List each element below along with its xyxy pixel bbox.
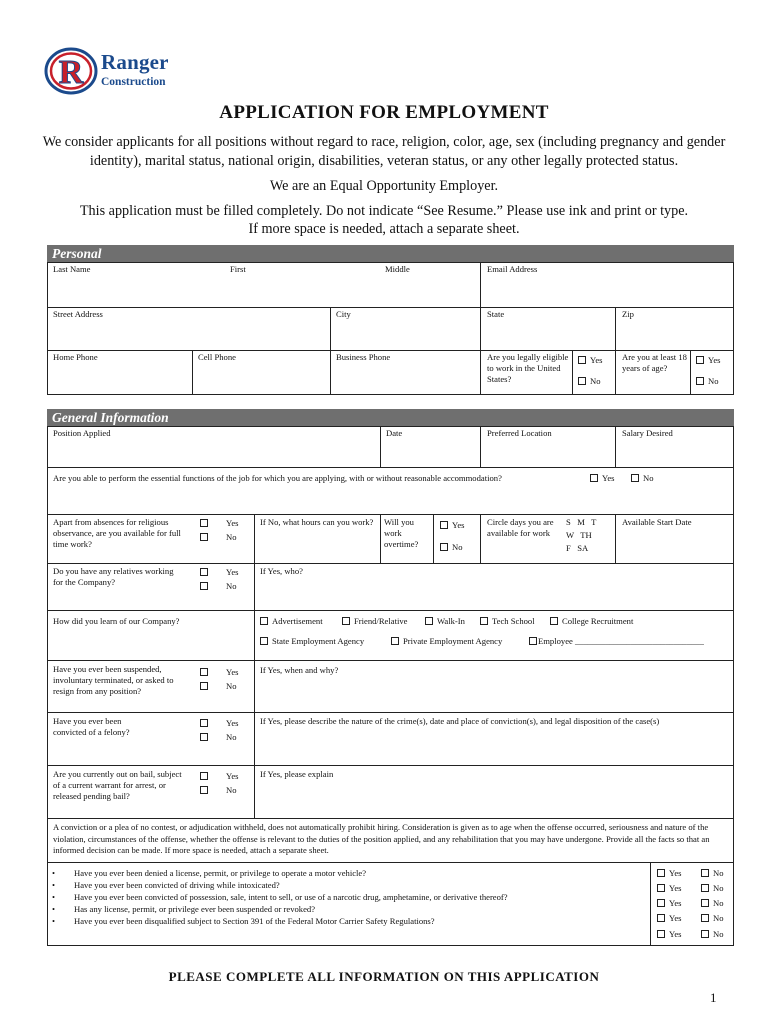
ranger-logo-icon: [44, 47, 98, 95]
city-field[interactable]: City: [336, 309, 351, 319]
logo-name: Ranger: [101, 50, 169, 74]
q1-yes-checkbox[interactable]: Yes: [657, 868, 682, 879]
relatives-yes-checkbox[interactable]: Yes: [200, 567, 239, 578]
conviction-note: A conviction or a plea of no contest, or adjudication withheld, does not automatically prohibit hiring. Consideration is given as to age when the offense occurred, seriousness and nature of the violation, circumstances of the offense, whether the offense is relevant to the duties of the position applied, and any rehabilitation that you may have undergone. Provide all the facts so that an informed decision can be made. If more space is needed, attach a separate sheet.: [53, 822, 710, 855]
start-date-field[interactable]: Available Start Date: [622, 517, 692, 527]
relatives-no-checkbox[interactable]: No: [200, 581, 237, 592]
middle-name-field[interactable]: Middle: [385, 264, 410, 274]
circle-days-question: Circle days you are available for work: [487, 517, 554, 538]
street-address-field[interactable]: Street Address: [53, 309, 103, 319]
logo-subtitle: Construction: [101, 76, 166, 88]
cell-phone-field[interactable]: Cell Phone: [198, 352, 236, 362]
relatives-question: Do you have any relatives working for the Company?: [53, 566, 174, 587]
last-name-field[interactable]: Last Name: [53, 264, 91, 274]
source-state-agency-checkbox[interactable]: State Employment Agency: [260, 636, 364, 647]
source-friend-checkbox[interactable]: Friend/Relative: [342, 616, 407, 627]
instructions-line: This application must be filled completely. Do not indicate “See Resume.” Please use ink and print or type.: [79, 203, 689, 219]
zip-field[interactable]: Zip: [622, 309, 634, 319]
email-field[interactable]: Email Address: [487, 264, 538, 274]
business-phone-field[interactable]: Business Phone: [336, 352, 391, 362]
overtime-question: Will you work overtime?: [384, 517, 419, 549]
felony-yes-checkbox[interactable]: Yes: [200, 718, 239, 729]
essential-no-checkbox[interactable]: No: [631, 473, 654, 484]
date-field[interactable]: Date: [386, 428, 403, 438]
bail-question: Are you currently out on bail, subject of a current warrant for arrest, or released pending bail?: [53, 769, 182, 801]
age18-yes-checkbox[interactable]: Yes: [696, 355, 721, 366]
source-college-checkbox[interactable]: College Recruitment: [550, 616, 633, 627]
hours-available-field[interactable]: If No, what hours can you work?: [260, 517, 374, 527]
source-employee-checkbox[interactable]: Employee ______________________________: [529, 636, 704, 647]
bail-no-checkbox[interactable]: No: [200, 785, 237, 796]
section-header-personal: Personal: [47, 245, 734, 262]
question-license-revoked: • Has any license, permit, or privilege ever been suspended or revoked?: [52, 904, 316, 914]
q5-no-checkbox[interactable]: No: [701, 929, 724, 940]
eoe-statement: We are an Equal Opportunity Employer.: [269, 178, 499, 194]
first-name-field[interactable]: First: [230, 264, 246, 274]
instructions-line-2: If more space is needed, attach a separate sheet.: [248, 221, 520, 237]
question-narcotics: • Have you ever been convicted of possession, sale, intent to sell, or use of a narcotic drug, amphetamine, or derivative thereof?: [52, 892, 508, 902]
felony-description-field[interactable]: If Yes, please describe the nature of the crime(s), date and place of conviction(s), and legal disposition of the case(s): [260, 716, 660, 726]
q4-no-checkbox[interactable]: No: [701, 913, 724, 924]
bail-yes-checkbox[interactable]: Yes: [200, 771, 239, 782]
full-time-yes-checkbox[interactable]: Yes: [200, 518, 239, 529]
source-private-agency-checkbox[interactable]: Private Employment Agency: [391, 636, 502, 647]
relatives-who-field[interactable]: If Yes, who?: [260, 566, 303, 576]
age18-no-checkbox[interactable]: No: [696, 376, 719, 387]
suspended-no-checkbox[interactable]: No: [200, 681, 237, 692]
q4-yes-checkbox[interactable]: Yes: [657, 913, 682, 924]
essential-yes-checkbox[interactable]: Yes: [590, 473, 615, 484]
preferred-location-field[interactable]: Preferred Location: [487, 428, 552, 438]
source-tech-school-checkbox[interactable]: Tech School: [480, 616, 535, 627]
q2-no-checkbox[interactable]: No: [701, 883, 724, 894]
question-section-391: • Have you ever been disqualified subject to Section 391 of the Federal Motor Carrier Safety Regulations?: [52, 916, 435, 926]
salary-desired-field[interactable]: Salary Desired: [622, 428, 673, 438]
full-time-question: Apart from absences for religious observance, are you available for full time work?: [53, 517, 181, 549]
suspended-when-field[interactable]: If Yes, when and why?: [260, 665, 339, 675]
learn-question: How did you learn of our Company?: [53, 616, 180, 626]
days-line-2[interactable]: W TH: [566, 530, 592, 540]
age18-question: Are you at least 18 years of age?: [622, 352, 687, 373]
question-dwi: • Have you ever been convicted of driving while intoxicated?: [52, 880, 280, 890]
legally-eligible-question: Are you legally eligible to work in the United States?: [487, 352, 569, 384]
source-walkin-checkbox[interactable]: Walk-In: [425, 616, 465, 627]
source-advertisement-checkbox[interactable]: Advertisement: [260, 616, 323, 627]
page-number: 1: [710, 990, 717, 1005]
overtime-yes-checkbox[interactable]: Yes: [440, 520, 465, 531]
eligible-yes-checkbox[interactable]: Yes: [578, 355, 603, 366]
q3-no-checkbox[interactable]: No: [701, 898, 724, 909]
q3-yes-checkbox[interactable]: Yes: [657, 898, 682, 909]
days-line-1[interactable]: S M T: [566, 517, 597, 527]
felony-no-checkbox[interactable]: No: [200, 732, 237, 743]
bail-explain-field[interactable]: If Yes, please explain: [260, 769, 334, 779]
home-phone-field[interactable]: Home Phone: [53, 352, 98, 362]
eligible-no-checkbox[interactable]: No: [578, 376, 601, 387]
essential-functions-question: Are you able to perform the essential functions of the job for which you are applying, with or without reasonable accommodation?: [53, 473, 502, 483]
felony-question: Have you ever been convicted of a felony?: [53, 716, 130, 737]
q1-no-checkbox[interactable]: No: [701, 868, 724, 879]
logo-letter: R: [58, 54, 84, 91]
section-header-general: General Information: [47, 409, 734, 426]
q5-yes-checkbox[interactable]: Yes: [657, 929, 682, 940]
overtime-no-checkbox[interactable]: No: [440, 542, 463, 553]
question-license-denied: • Have you ever been denied a license, permit, or privilege to operate a motor vehicle?: [52, 868, 367, 878]
footer-instruction: PLEASE COMPLETE ALL INFORMATION ON THIS APPLICATION: [168, 969, 600, 984]
intro-paragraph: We consider applicants for all positions without regard to race, religion, color, age, sex (including pregnancy and gender identity), marital status, national origin, disabilities, veteran status, or any other legally protected status.: [42, 134, 726, 169]
position-applied-field[interactable]: Position Applied: [53, 428, 111, 438]
page-title: APPLICATION FOR EMPLOYMENT: [219, 102, 549, 123]
full-time-no-checkbox[interactable]: No: [200, 532, 237, 543]
state-field[interactable]: State: [487, 309, 505, 319]
days-line-3[interactable]: F SA: [566, 543, 589, 553]
suspended-question: Have you ever been suspended, involuntary terminated, or asked to resign from any position?: [53, 664, 174, 696]
q2-yes-checkbox[interactable]: Yes: [657, 883, 682, 894]
company-logo: [44, 47, 184, 95]
suspended-yes-checkbox[interactable]: Yes: [200, 667, 239, 678]
personal-table: [47, 262, 734, 395]
